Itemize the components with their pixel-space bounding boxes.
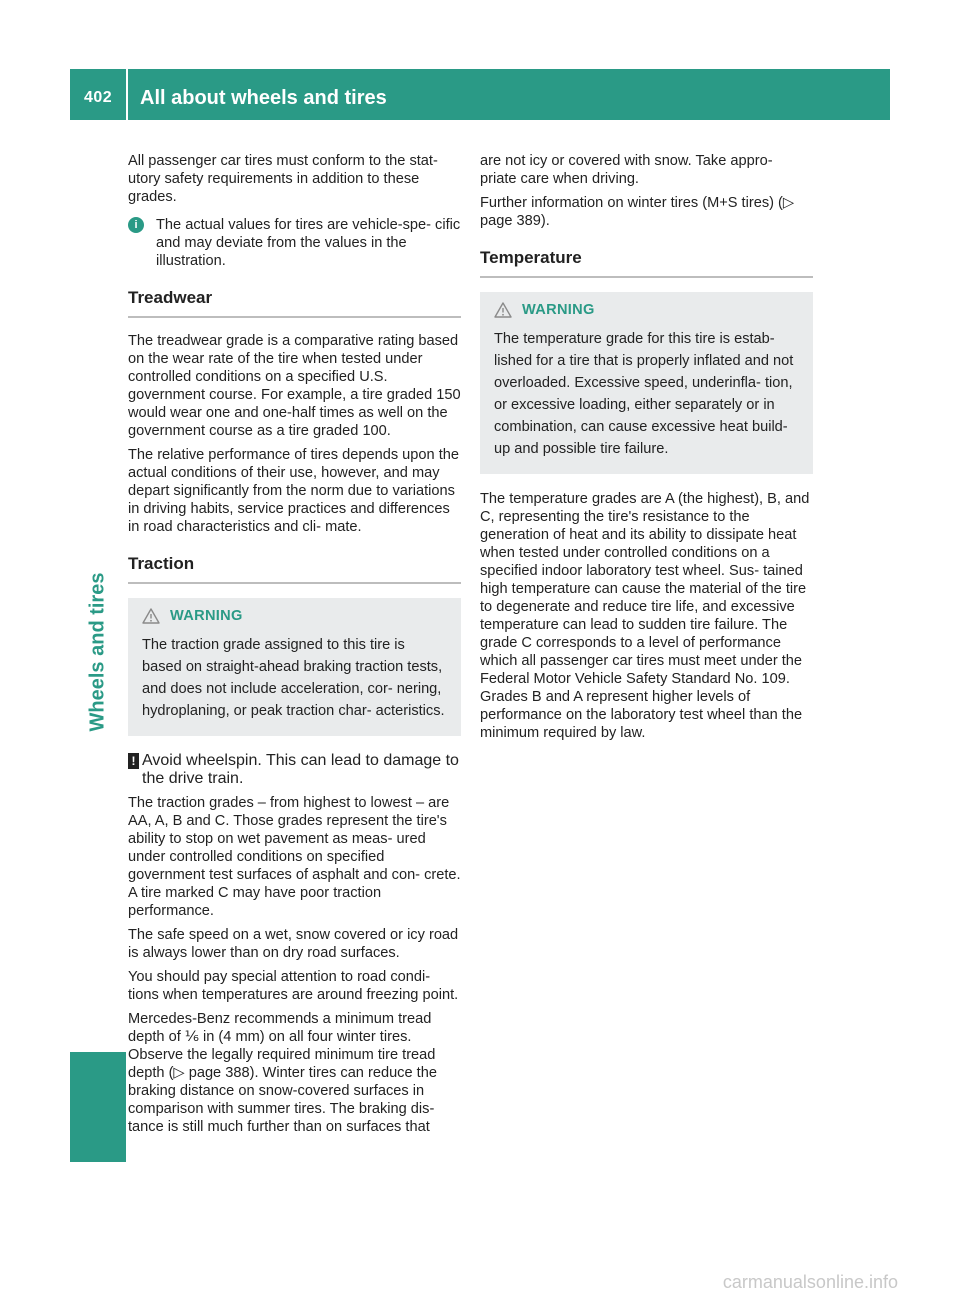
page-title: All about wheels and tires [140, 87, 387, 109]
caution-note-text: Avoid wheelspin. This can lead to damage to the drive train. [142, 752, 459, 787]
traction-warning-text: The traction grade assigned to this tire is based on straight-ahead braking traction tests, and does not include acceleration, cor- nering, hydroplaning, or peak traction char- acteristics. [142, 637, 445, 719]
temperature-warning-box [480, 292, 813, 474]
traction-paragraph-4: Mercedes-Benz recommends a minimum tread depth of ⅙ in (4 mm) on all four winter tires. Observe the legally required minimum tire tread depth (▷ page 388). Winter tires can reduce the braking distance on snow-covered surfaces in comparison with summer tires. The braking dis- tance is still much further than on surfaces that [128, 1011, 437, 1135]
traction-warning-box [128, 598, 461, 736]
treadwear-heading: Treadwear [128, 288, 461, 318]
warning-title: WARNING [522, 302, 595, 318]
page-header [70, 69, 890, 120]
continued-paragraph-2: Further information on winter tires (M+S tires) (▷ page 389). [480, 195, 795, 229]
header-divider [126, 69, 128, 120]
warning-header [142, 608, 447, 624]
traction-paragraph-2: The safe speed on a wet, snow covered or icy road is always lower than on dry road surfaces. [128, 927, 459, 961]
temperature-heading: Temperature [480, 248, 813, 278]
warning-triangle-icon [494, 302, 512, 318]
section-tab [70, 1052, 126, 1162]
left-column [128, 152, 461, 1142]
temperature-paragraph-1: The temperature grades are A (the highest), B, and C, representing the tire's resistance to the generation of heat and its ability to dissipate heat when tested under controlled conditions on a specified indoor laboratory test wheel. Sus- tained high temperature can cause the material of the tire to degenerate and reduce tire life, and excessive temperature can lead to sudden tire failure. The grade C corresponds to a level of performance which all passenger car tires must meet under the Federal Motor Vehicle Safety Standard No. 109. Grades B and A represent higher levels of performance on the laboratory test wheel than the minimum required by law. [480, 491, 810, 741]
treadwear-paragraph-2: The relative performance of tires depends upon the actual conditions of their use, however, and may depart significantly from the norm due to variations in driving habits, service practices and differences in road characteristics and cli- mate. [128, 447, 459, 535]
info-note-text: The actual values for tires are vehicle-spe- cific and may deviate from the values in the illustration. [156, 217, 461, 269]
info-note [128, 216, 461, 270]
caution-note [128, 752, 461, 788]
warning-triangle-icon [142, 608, 160, 624]
right-column [480, 152, 813, 748]
page-number: 402 [84, 89, 113, 106]
temperature-warning-text: The temperature grade for this tire is estab- lished for a tire that is properly inflated and not overloaded. Excessive speed, underinfla- tion, or excessive loading, either separately or in combination, can cause excessive heat build-up and possible tire failure. [494, 331, 794, 457]
warning-title: WARNING [170, 608, 243, 624]
traction-paragraph-1: The traction grades – from highest to lowest – are AA, A, B and C. Those grades represent the tire's ability to stop on wet pavement as meas- ured under controlled conditions on specified government test surfaces of asphalt and con- crete. A tire marked C may have poor traction performance. [128, 795, 461, 919]
intro-paragraph: All passenger car tires must conform to the stat- utory safety requirements in addition to these grades. [128, 153, 438, 205]
traction-heading: Traction [128, 554, 461, 584]
traction-paragraph-3: You should pay special attention to road condi- tions when temperatures are around freezing point. [128, 969, 459, 1003]
treadwear-paragraph-1: The treadwear grade is a comparative rating based on the wear rate of the tire when tested under controlled conditions on a specified U.S. government course. For example, a tire graded 150 would wear one and one-half times as well on the government course as a tire graded 100. [128, 333, 461, 439]
section-label: Wheels and tires [86, 572, 109, 732]
warning-header [494, 302, 799, 318]
continued-paragraph-1: are not icy or covered with snow. Take appro- priate care when driving. [480, 153, 773, 187]
info-icon: i [128, 217, 144, 233]
watermark: carmanualsonline.info [722, 1272, 898, 1292]
exclamation-icon: ! [128, 753, 139, 769]
